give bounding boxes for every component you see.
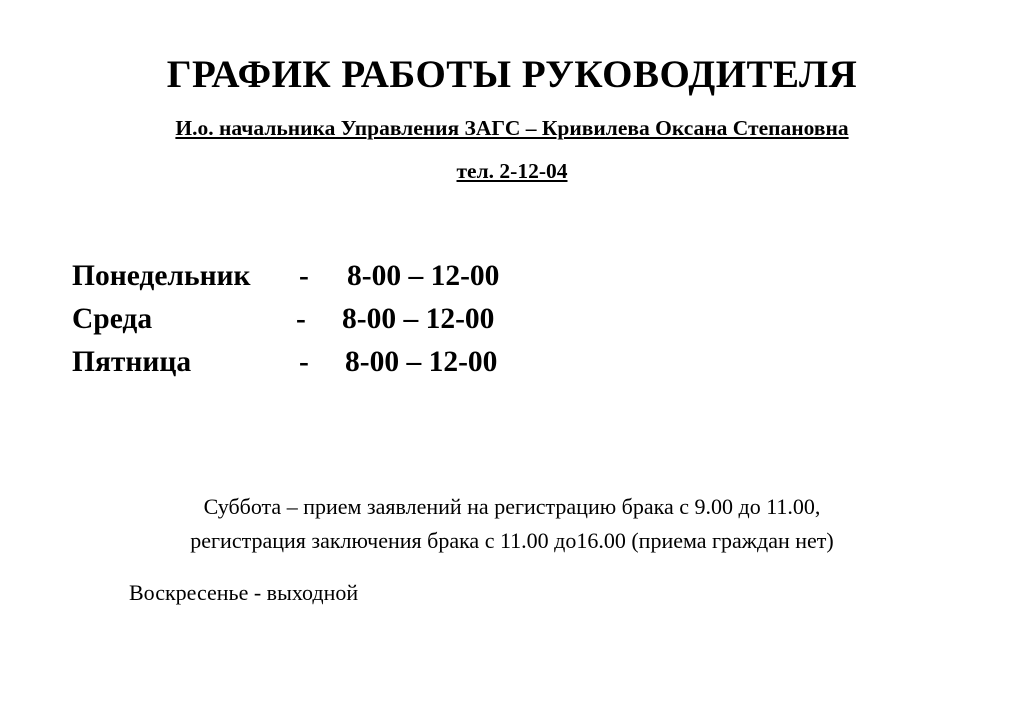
- schedule-dash: -: [299, 260, 309, 292]
- saturday-note-line: регистрация заключения брака с 11.00 до16.00 (приема граждан нет): [190, 528, 834, 553]
- saturday-note: [0, 490, 1024, 558]
- schedule-day: Пятница: [72, 346, 192, 378]
- schedule-hours: 8-00 – 12-00: [347, 260, 500, 292]
- page-title: ГРАФИК РАБОТЫ РУКОВОДИТЕЛЯ: [166, 53, 858, 96]
- schedule-day: Понедельник: [72, 260, 251, 292]
- official-name-subtitle: И.о. начальника Управления ЗАГС – Кривилева Оксана Степановна: [175, 116, 849, 140]
- schedule-day: Среда: [72, 303, 153, 335]
- schedule-dash: -: [299, 346, 309, 378]
- saturday-note-line: Суббота – прием заявлений на регистрацию брака с 9.00 до 11.00,: [203, 494, 821, 519]
- schedule-hours: 8-00 – 12-00: [342, 303, 495, 335]
- sunday-note: Воскресенье - выходной: [129, 580, 359, 605]
- phone-number: тел. 2-12-04: [456, 159, 568, 183]
- schedule-dash: -: [296, 303, 306, 335]
- schedule-hours: 8-00 – 12-00: [345, 346, 498, 378]
